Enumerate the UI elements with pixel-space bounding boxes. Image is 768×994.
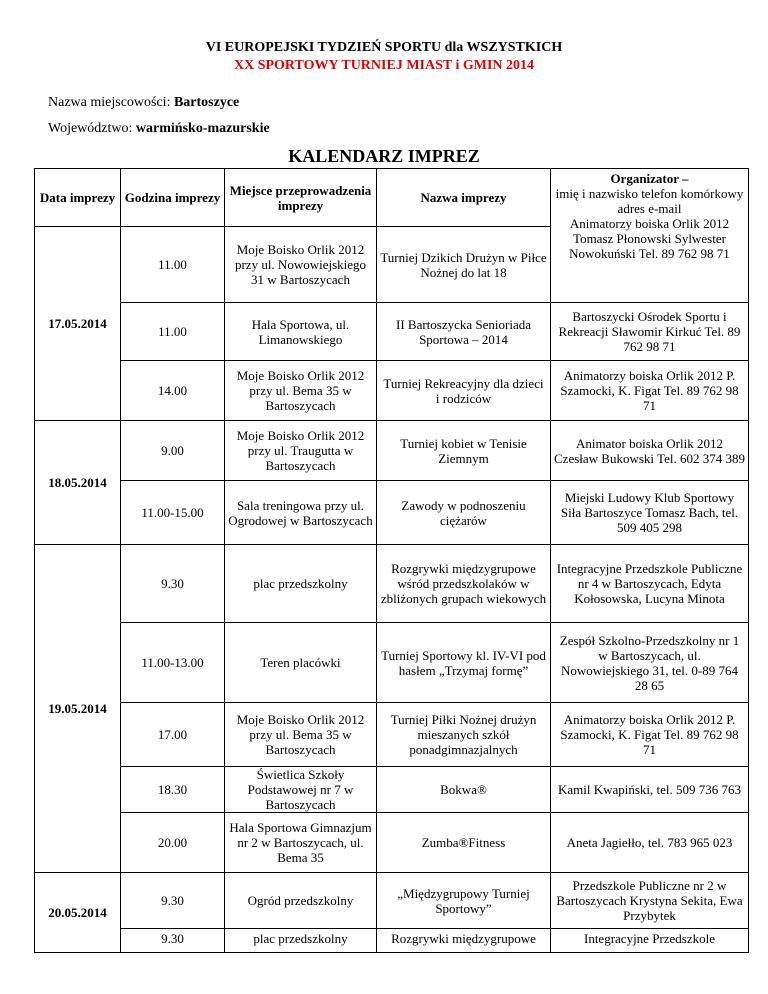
header-organizer-sub: imię i nazwisko telefon komórkowy adres e-mail	[555, 186, 744, 216]
time-cell: 20.00	[121, 813, 225, 873]
place-cell: Teren placówki	[225, 623, 377, 703]
organizer-cell: Kamil Kwapiński, tel. 509 736 763	[551, 767, 749, 813]
table-row	[35, 421, 749, 481]
organizer-cell: Animator boiska Orlik 2012 Czesław Bukowski Tel. 602 374 389	[551, 421, 749, 481]
table-row	[35, 361, 749, 421]
table-row	[35, 929, 749, 953]
time-cell: 11.00-15.00	[121, 481, 225, 545]
place-cell: Moje Boisko Orlik 2012 przy ul. Traugutta w Bartoszycach	[225, 421, 377, 481]
time-cell: 17.00	[121, 703, 225, 767]
event-cell: II Bartoszycka Senioriada Sportowa – 2014	[377, 303, 551, 361]
event-cell: Rozgrywki międzygrupowe	[377, 929, 551, 953]
table-row	[35, 703, 749, 767]
event-cell: Zumba®Fitness	[377, 813, 551, 873]
place-value: Bartoszyce	[173, 95, 240, 110]
place-cell: Sala treningowa przy ul. Ogrodowej w Bartoszycach	[225, 481, 377, 545]
table-row	[35, 767, 749, 813]
province-label: Województwo:	[48, 121, 136, 136]
header-time: Godzina imprezy	[121, 169, 225, 227]
organizer-cell: Miejski Ludowy Klub Sportowy Siła Bartoszyce Tomasz Bach, tel. 509 405 298	[551, 481, 749, 545]
event-cell: Turniej Piłki Nożnej drużyn mieszanych szkół ponadgimnazjalnych	[377, 703, 551, 767]
time-cell: 14.00	[121, 361, 225, 421]
place-label: Nazwa miejscowości:	[48, 95, 174, 110]
table-row	[35, 813, 749, 873]
place-cell: Moje Boisko Orlik 2012 przy ul. Bema 35 w Bartoszycach	[225, 361, 377, 421]
place-cell: Hala Sportowa, ul. Limanowskiego	[225, 303, 377, 361]
calendar-title: KALENDARZ IMPREZ	[288, 146, 480, 166]
table-row	[35, 873, 749, 929]
table-row	[35, 481, 749, 545]
place-cell: Moje Boisko Orlik 2012 przy ul. Bema 35 w Bartoszycach	[225, 703, 377, 767]
header-title-line2: XX SPORTOWY TURNIEJ MIAST i GMIN 2014	[233, 58, 535, 73]
place-cell: Moje Boisko Orlik 2012 przy ul. Nowowiejskiego 31 w Bartoszycach	[225, 227, 377, 303]
header-event: Nazwa imprezy	[377, 169, 551, 227]
organizer-cell: Animatorzy boiska Orlik 2012 P. Szamocki, K. Figat Tel. 89 762 98 71	[551, 703, 749, 767]
event-cell: Turniej Sportowy kl. IV-VI pod hasłem „Trzymaj formę”	[377, 623, 551, 703]
place-cell: plac przedszkolny	[225, 545, 377, 623]
time-cell: 11.00	[121, 303, 225, 361]
organizer-cell: Animatorzy boiska Orlik 2012 Tomasz Płonowski Sylwester Nowokuński Tel. 89 762 98 71	[569, 216, 730, 261]
time-cell: 11.00	[121, 227, 225, 303]
time-cell: 9.30	[121, 929, 225, 953]
organizer-cell: Zespół Szkolno-Przedszkolny nr 1 w Bartoszycach, ul. Nowowiejskiego 31, tel. 0-89 764 28 65	[551, 623, 749, 703]
place-info	[48, 95, 239, 111]
event-cell: „Międzygrupowy Turniej Sportowy”	[377, 873, 551, 929]
time-cell: 9.30	[121, 873, 225, 929]
province-value: warmińsko-mazurskie	[135, 121, 270, 136]
date-cell: 20.05.2014	[35, 873, 121, 953]
header-organizer	[551, 169, 749, 303]
event-cell: Turniej kobiet w Tenisie Ziemnym	[377, 421, 551, 481]
table-header-row	[35, 169, 749, 227]
event-cell: Turniej Dzikich Drużyn w Piłce Nożnej do lat 18	[377, 227, 551, 303]
date-cell: 17.05.2014	[35, 227, 121, 421]
time-cell: 18.30	[121, 767, 225, 813]
table-row	[35, 303, 749, 361]
events-table	[34, 168, 749, 953]
header-organizer-title: Organizator –	[610, 171, 689, 186]
place-cell: Hala Sportowa Gimnazjum nr 2 w Bartoszycach, ul. Bema 35	[225, 813, 377, 873]
date-cell: 19.05.2014	[35, 545, 121, 873]
organizer-cell: Integracyjne Przedszkole	[551, 929, 749, 953]
header-place: Miejsce przeprowadzenia imprezy	[225, 169, 377, 227]
header-date: Data imprezy	[35, 169, 121, 227]
event-cell: Zawody w podnoszeniu ciężarów	[377, 481, 551, 545]
event-cell: Bokwa®	[377, 767, 551, 813]
place-cell: plac przedszkolny	[225, 929, 377, 953]
table-row	[35, 545, 749, 623]
province-info	[48, 121, 270, 137]
date-cell: 18.05.2014	[35, 421, 121, 545]
time-cell: 9.00	[121, 421, 225, 481]
time-cell: 9.30	[121, 545, 225, 623]
organizer-cell: Integracyjne Przedszkole Publiczne nr 4 w Bartoszycach, Edyta Kołosowska, Lucyna Minota	[551, 545, 749, 623]
place-cell: Świetlica Szkoły Podstawowej nr 7 w Bartoszycach	[225, 767, 377, 813]
header-title-line1: VI EUROPEJSKI TYDZIEŃ SPORTU dla WSZYSTKICH	[205, 40, 563, 55]
event-cell: Turniej Rekreacyjny dla dzieci i rodziców	[377, 361, 551, 421]
event-cell: Rozgrywki międzygrupowe wśród przedszkolaków w zbliżonych grupach wiekowych	[377, 545, 551, 623]
place-cell: Ogród przedszkolny	[225, 873, 377, 929]
organizer-cell: Przedszkole Publiczne nr 2 w Bartoszycach Krystyna Sekita, Ewa Przybytek	[551, 873, 749, 929]
organizer-cell: Animatorzy boiska Orlik 2012 P. Szamocki, K. Figat Tel. 89 762 98 71	[551, 361, 749, 421]
time-cell: 11.00-13.00	[121, 623, 225, 703]
organizer-cell: Bartoszycki Ośrodek Sportu i Rekreacji Sławomir Kirkuć Tel. 89 762 98 71	[551, 303, 749, 361]
table-row	[35, 623, 749, 703]
organizer-cell: Aneta Jagiełło, tel. 783 965 023	[551, 813, 749, 873]
